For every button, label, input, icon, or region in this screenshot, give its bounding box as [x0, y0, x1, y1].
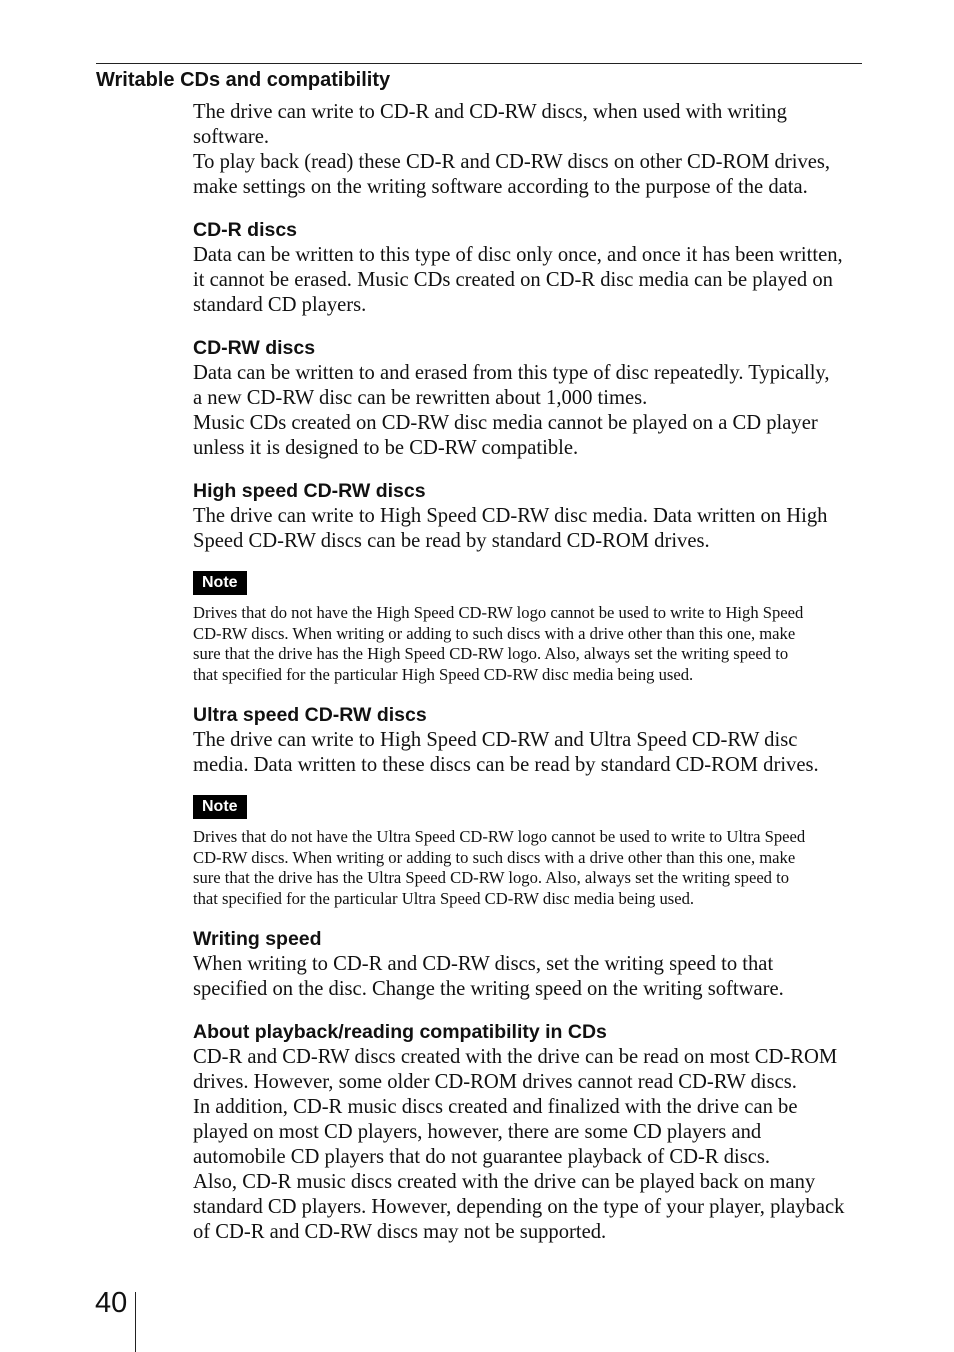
text-line: In addition, CD-R music discs created and finalized with the drive can be — [193, 1095, 798, 1118]
playback-compatibility-heading: About playback/reading compatibility in CDs — [193, 1020, 607, 1043]
text-line: a new CD-RW disc can be rewritten about 1,000 times. — [193, 387, 648, 409]
text-line: make settings on the writing software according to the purpose of the data. — [193, 176, 808, 198]
high-speed-cd-rw-paragraph — [193, 504, 862, 554]
text-line: specified on the disc. Change the writing speed on the writing software. — [193, 977, 784, 1000]
intro-paragraph — [193, 100, 862, 200]
text-line: Speed CD-RW discs can be read by standard CD-ROM drives. — [193, 530, 710, 552]
top-rule — [96, 63, 862, 64]
text-line: drives. However, some older CD-ROM drives cannot read CD-RW discs. — [193, 1070, 797, 1093]
ultra-speed-note-text — [193, 827, 862, 910]
text-line: unless it is designed to be CD-RW compatible. — [193, 437, 579, 459]
writing-speed-paragraph — [193, 952, 862, 1002]
text-line: Drives that do not have the High Speed CD-RW logo cannot be used to write to High Speed — [193, 603, 804, 622]
text-line: sure that the drive has the Ultra Speed CD-RW logo. Also, always set the writing speed to — [193, 868, 790, 888]
text-line: that specified for the particular Ultra Speed CD-RW disc media being used. — [193, 888, 695, 908]
text-line: The drive can write to High Speed CD-RW and Ultra Speed CD-RW disc — [193, 728, 798, 751]
section-title: Writable CDs and compatibility — [96, 69, 391, 91]
text-line: Data can be written to this type of disc only once, and once it has been written, — [193, 244, 843, 266]
note-badge: Note — [193, 795, 247, 819]
page-number-divider — [135, 1292, 136, 1352]
text-line: standard CD players. However, depending on the type of your player, playback — [193, 1195, 845, 1218]
text-line: CD-RW discs. When writing or adding to such discs with a drive other than this one, make — [193, 623, 796, 643]
text-line: software. — [193, 126, 270, 148]
text-line: Music CDs created on CD-RW disc media cannot be played on a CD player — [193, 412, 818, 434]
high-speed-note-text — [193, 603, 862, 686]
playback-compatibility-paragraph — [193, 1045, 862, 1245]
ultra-speed-cd-rw-heading: Ultra speed CD-RW discs — [193, 703, 427, 726]
text-line: The drive can write to High Speed CD-RW disc media. Data written on High — [193, 505, 828, 527]
cd-r-discs-heading: CD-R discs — [193, 219, 298, 241]
text-line: When writing to CD-R and CD-RW discs, set the writing speed to that — [193, 952, 774, 975]
text-line: The drive can write to CD-R and CD-RW discs, when used with writing — [193, 101, 787, 123]
text-line: played on most CD players, however, there are some CD players and — [193, 1120, 762, 1143]
note-badge: Note — [193, 571, 247, 595]
high-speed-cd-rw-heading: High speed CD-RW discs — [193, 480, 426, 502]
writing-speed-heading: Writing speed — [193, 927, 322, 950]
text-line: sure that the drive has the High Speed CD-RW logo. Also, always set the writing speed to — [193, 644, 789, 664]
text-line: CD-RW discs. When writing or adding to such discs with a drive other than this one, make — [193, 847, 796, 867]
text-line: Data can be written to and erased from this type of disc repeatedly. Typically, — [193, 362, 830, 384]
ultra-speed-cd-rw-paragraph — [193, 728, 862, 778]
text-line: automobile CD players that do not guarantee playback of CD-R discs. — [193, 1145, 771, 1168]
text-line: CD-R and CD-RW discs created with the drive can be read on most CD-ROM — [193, 1045, 838, 1068]
text-line: Drives that do not have the Ultra Speed CD-RW logo cannot be used to write to Ultra Speed — [193, 826, 806, 846]
text-line: To play back (read) these CD-R and CD-RW discs on other CD-ROM drives, — [193, 151, 831, 173]
cd-rw-discs-heading: CD-RW discs — [193, 337, 316, 359]
page-number: 40 — [95, 1287, 128, 1319]
page-content — [193, 100, 862, 1245]
text-line: media. Data written to these discs can be read by standard CD-ROM drives. — [193, 753, 819, 776]
text-line: that specified for the particular High Speed CD-RW disc media being used. — [193, 665, 694, 685]
cd-r-discs-paragraph — [193, 243, 862, 318]
text-line: Also, CD-R music discs created with the drive can be played back on many — [193, 1170, 816, 1193]
cd-rw-discs-paragraph — [193, 361, 862, 461]
text-line: of CD-R and CD-RW discs may not be supported. — [193, 1220, 607, 1243]
text-line: standard CD players. — [193, 294, 367, 316]
text-line: it cannot be erased. Music CDs created on CD-R disc media can be played on — [193, 269, 833, 291]
